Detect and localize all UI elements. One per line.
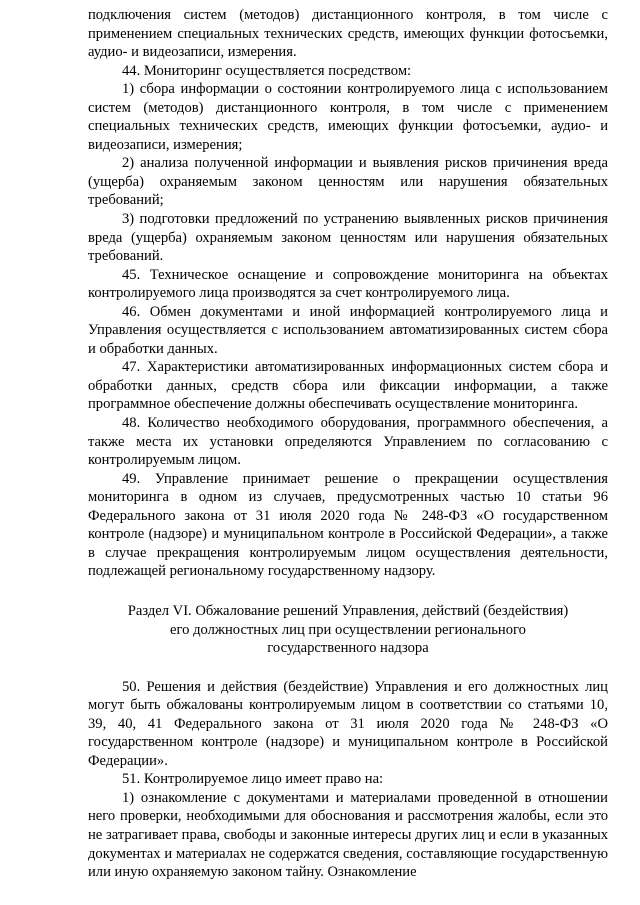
paragraph-continuation: подключения систем (методов) дистанционного контроля, в том числе с применением специальных технических средств, имеющих функции фотосъемки, аудио- и видеозаписи, измерения. xyxy=(88,7,608,61)
paragraph-44: 44. Мониторинг осуществляется посредством: xyxy=(122,62,412,79)
paragraph-48: 48. Количество необходимого оборудования, программного обеспечения, а также места их установки определяются Управлением по согласованию с контролируемым лицом. xyxy=(88,415,608,469)
paragraph-46: 46. Обмен документами и иной информацией контролируемого лица и Управления осуществляется с использованием автоматизированных систем сбора и обработки данных. xyxy=(88,303,608,357)
paragraph-51-item-1: 1) ознакомление с документами и материалами проведенной в отношении него проверки, необходимыми для обоснования и рассмотрения жалобы, если это не затрагивает права, свободы и законные интересы других лиц и если в указанных документах и материалах не содержатся сведения, составляющие государственную или иную охраняемую законом тайну. Ознакомление xyxy=(88,789,608,881)
paragraph-50: 50. Решения и действия (бездействие) Управления и его должностных лиц могут быть обжалованы контролируемым лицом в соответствии со статьями 10, 39, 40, 41 Федерального закона от 31 июля 2020 года № 248-ФЗ «О государственном контроле (надзоре) и муниципальном контроле в Российской Федерации». xyxy=(88,678,608,769)
paragraph-45: 45. Техническое оснащение и сопровождение мониторинга на объектах контролируемого лица производятся за счет контролируемого лица. xyxy=(88,266,608,302)
paragraph-49: 49. Управление принимает решение о прекращении осуществления мониторинга в одном из случаев, предусмотренных частью 10 статьи 96 Федерального закона от 31 июля 2020 года № 248-ФЗ «О государственном контроле (надзоре) и муниципальном контроле в Российской Федерации», а также в случае прекращения контролируемым лицом осуществления деятельности, подлежащей региональному государственному надзору. xyxy=(88,470,608,580)
section-heading xyxy=(88,602,608,658)
paragraph-44-item-2: 2) анализа полученной информации и выявления рисков причинения вреда (ущерба) охраняемым законом ценностям или нарушения обязательных требований; xyxy=(88,155,608,209)
section-heading-line-2: его должностных лиц при осуществлении регионального xyxy=(170,621,526,638)
section-heading-line-3: государственного надзора xyxy=(267,640,429,657)
paragraph-44-item-1: 1) сбора информации о состоянии контролируемого лица с использованием систем (методов) дистанционного контроля, в том числе с применением специальных технических средств, имеющих функции фотосъемки, аудио- и видеозаписи, измерения; xyxy=(88,81,608,153)
section-heading-line-1: Раздел VI. Обжалование решений Управления, действий (бездействия) xyxy=(127,602,569,619)
paragraph-47: 47. Характеристики автоматизированных информационных систем сбора и обработки данных, средств сбора или фиксации информации, а также программное обеспечение должны обеспечивать осуществление мониторинга. xyxy=(88,359,608,413)
paragraph-51: 51. Контролируемое лицо имеет право на: xyxy=(122,771,384,788)
paragraph-44-item-3: 3) подготовки предложений по устранению выявленных рисков причинения вреда (ущерба) охраняемым законом ценностям или нарушения обязательных требований. xyxy=(88,211,608,265)
